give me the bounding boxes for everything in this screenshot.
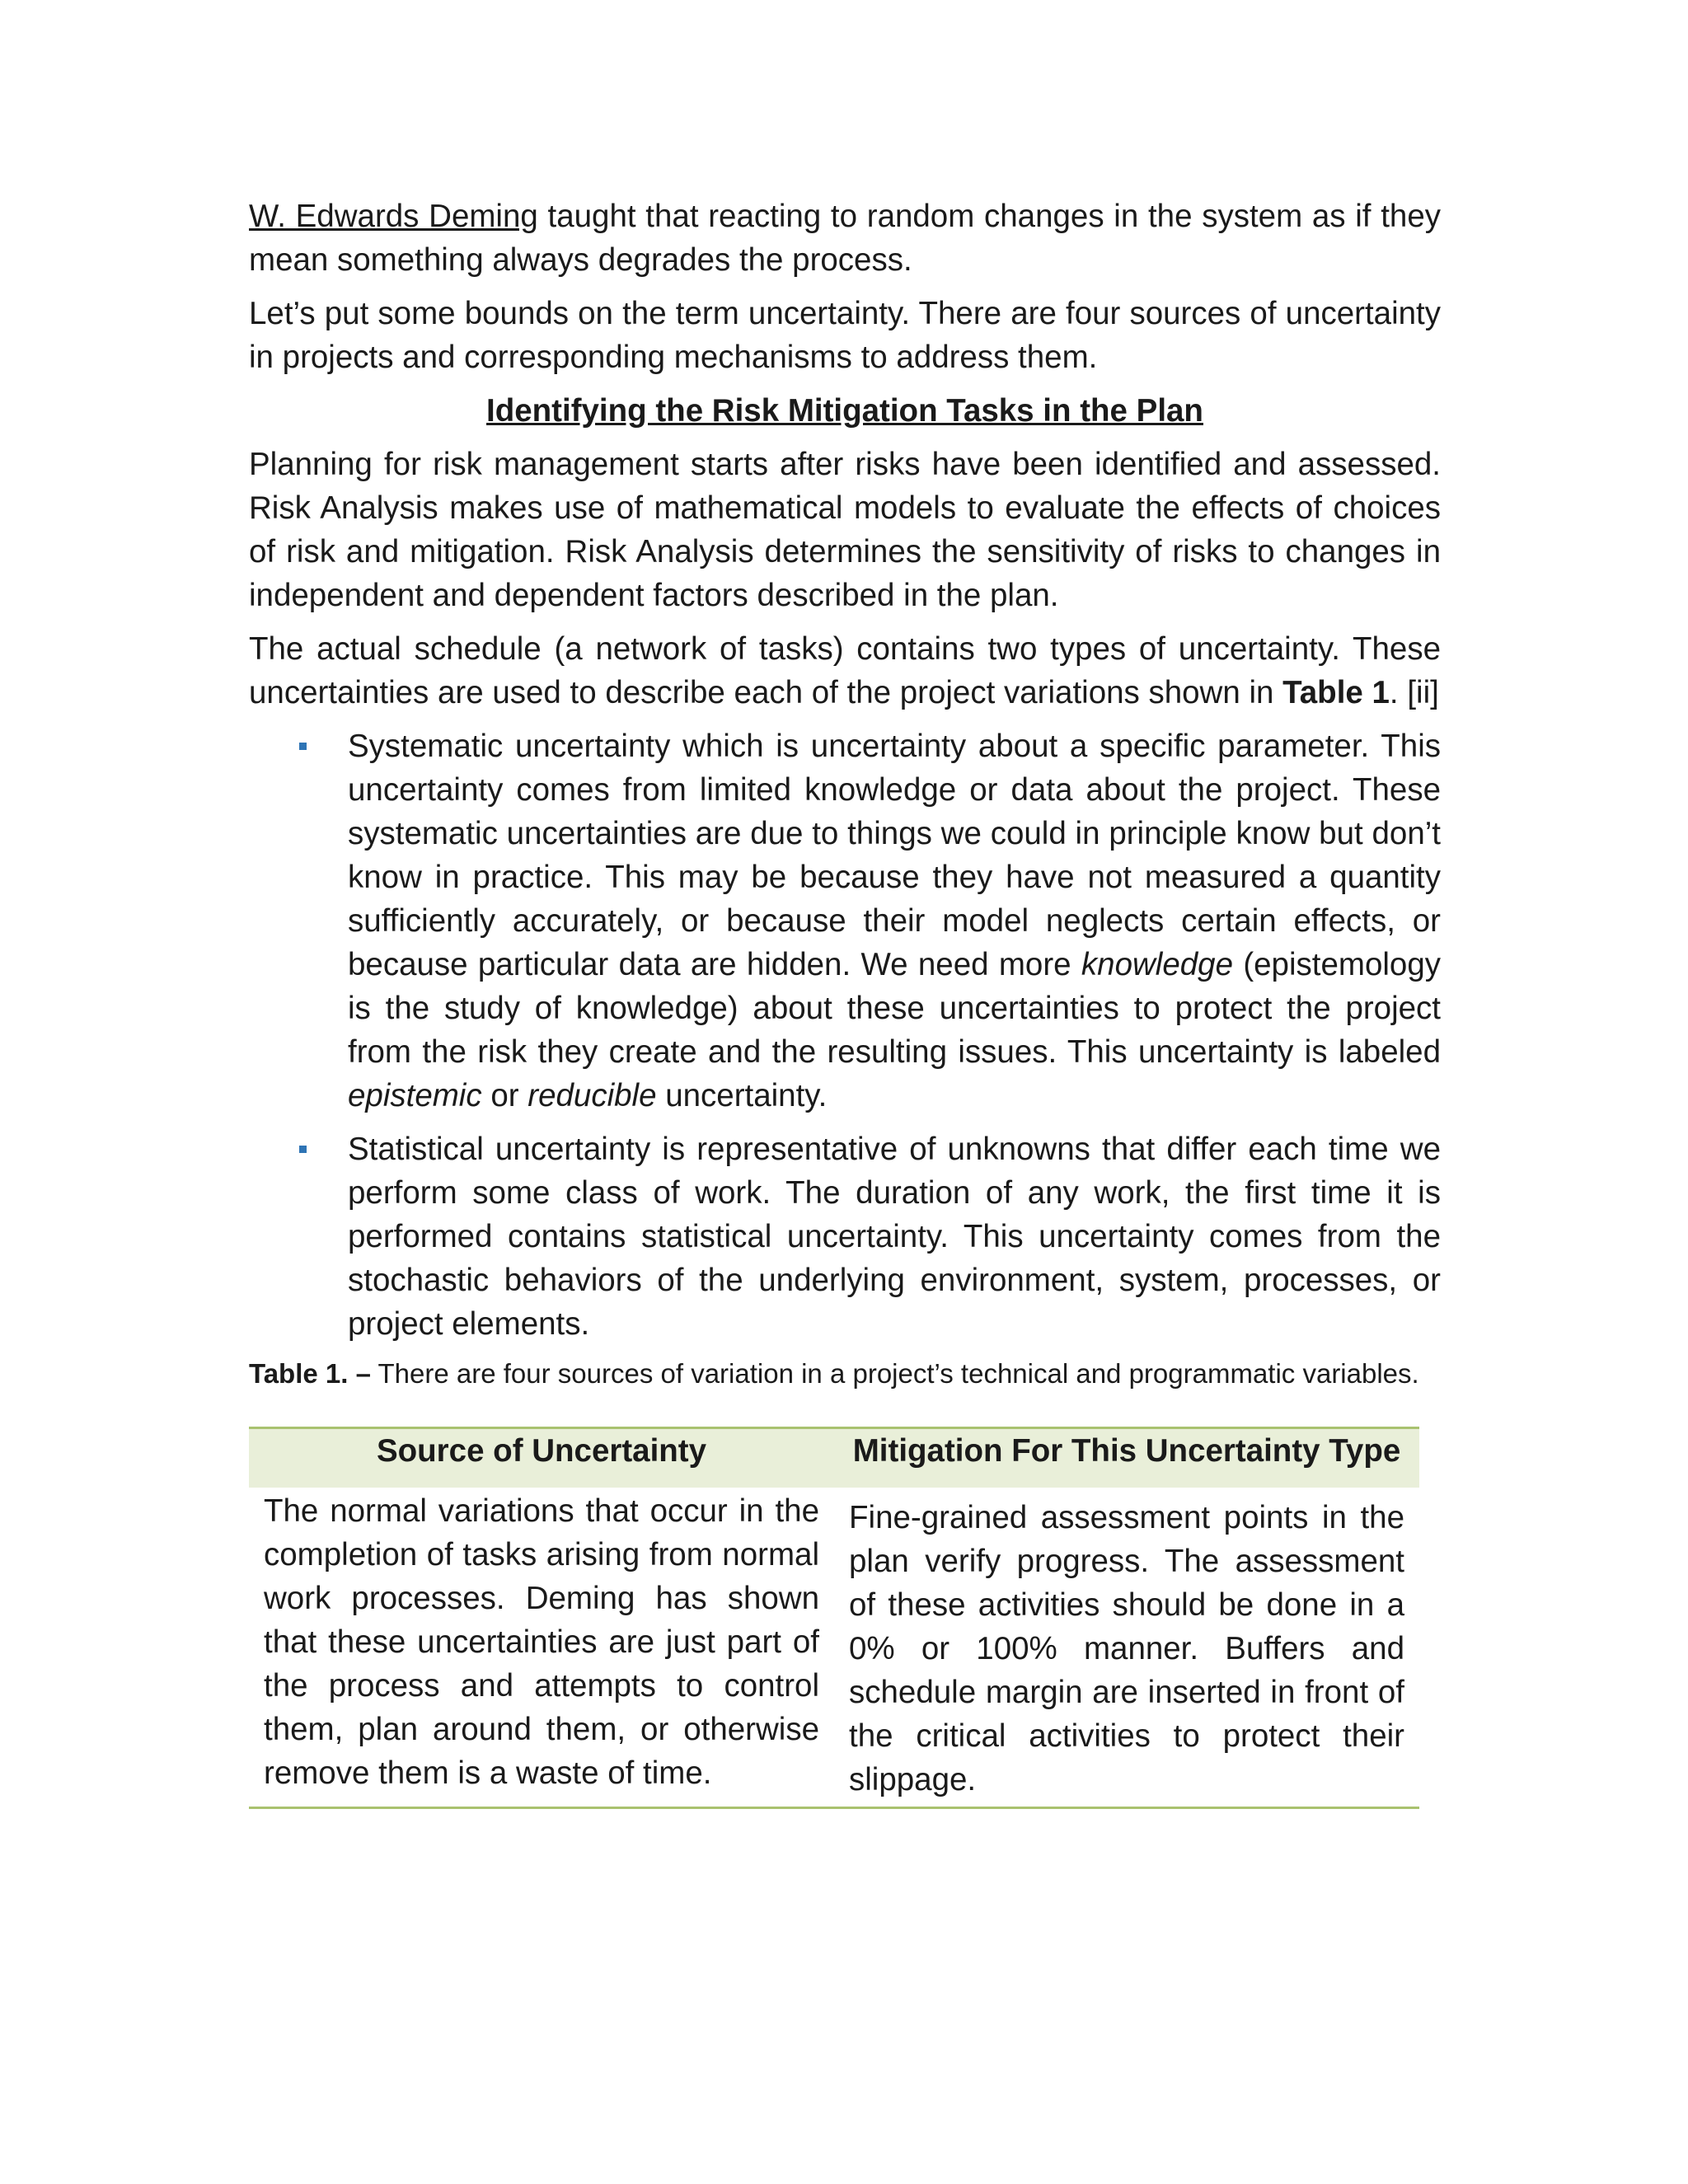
document-page <box>249 194 1441 1809</box>
paragraph-schedule <box>249 627 1441 715</box>
emphasis-knowledge: knowledge <box>1081 947 1233 982</box>
paragraph-planning: Planning for risk management starts after risks have been identified and assessed. Risk Analysis makes use of mathematical models to evaluate the effects of choices of risk and mitigation. Risk Analysis determines the sensitivity of risks to changes in independent and dependent factors described in the plan. <box>249 447 1441 613</box>
systematic-text-3: or <box>481 1078 528 1113</box>
section-heading: Identifying the Risk Mitigation Tasks in the Plan <box>486 393 1203 429</box>
uncertainty-list <box>249 724 1441 1346</box>
caption-text: There are four sources of variation in a project’s technical and programmatic variables. <box>370 1358 1419 1389</box>
caption-label: Table 1. – <box>249 1358 371 1389</box>
paragraph-bounds: Let’s put some bounds on the term uncertainty. There are four sources of uncertainty in projects and corresponding mechanisms to address them. <box>249 296 1441 375</box>
list-item-statistical <box>249 1127 1441 1346</box>
table-reference: Table 1 <box>1282 675 1390 710</box>
square-bullet-icon <box>299 1146 307 1153</box>
emphasis-reducible: reducible <box>528 1078 657 1113</box>
table-caption <box>249 1356 1441 1392</box>
emphasis-epistemic: epistemic <box>348 1078 482 1113</box>
paragraph-deming <box>249 194 1441 282</box>
column-header-mitigation: Mitigation For This Uncertainty Type <box>834 1428 1419 1488</box>
table-row <box>249 1488 1419 1808</box>
systematic-text-2: (epistemology is the study of knowledge) about these uncertainties to protect the project from the risk they create and the resulting issues. This uncertainty is labeled <box>348 947 1441 1070</box>
statistical-text: Statistical uncertainty is representative of unknowns that differ each time we perform some class of work. The duration of any work, the first time it is performed contains statistical uncertainty. This uncertainty comes from the stochastic behaviors of the underlying environment, system, processes, or project elements. <box>348 1132 1441 1342</box>
square-bullet-icon <box>299 743 307 750</box>
paragraph-deming-text: taught that reacting to random changes in the system as if they mean something always degrades the process. <box>249 199 1441 278</box>
paragraph-schedule-end: . [ii] <box>1389 675 1439 710</box>
table-header-row <box>249 1428 1419 1488</box>
uncertainty-table <box>249 1427 1419 1809</box>
systematic-text-4: uncertainty. <box>656 1078 828 1113</box>
cell-source: The normal variations that occur in the completion of tasks arising from normal work processes. Deming has shown that these uncertainties are just part of the process and attempts to control them, plan around them, or otherwise remove them is a waste of time. <box>249 1488 834 1808</box>
systematic-text-1: Systematic uncertainty which is uncertainty about a specific parameter. This uncertainty comes from limited knowledge or data about the project. These systematic uncertainties are due to things we could in principle know but don’t know in practice. This may be because they have not measured a quantity sufficiently accurately, or because their model neglects certain effects, or because particular data are hidden. We need more <box>348 729 1441 982</box>
deming-link[interactable]: W. Edwards Deming <box>249 199 538 234</box>
list-item-systematic <box>249 724 1441 1118</box>
cell-mitigation: Fine-grained assessment points in the plan verify progress. The assessment of these activities should be done in a 0% or 100% manner. Buffers and schedule margin are inserted in front of the critical activities to protect their slippage. <box>834 1488 1419 1808</box>
paragraph-schedule-text: The actual schedule (a network of tasks) contains two types of uncertainty. These uncertainties are used to describe each of the project variations shown in <box>249 631 1441 710</box>
column-header-source: Source of Uncertainty <box>249 1428 834 1488</box>
